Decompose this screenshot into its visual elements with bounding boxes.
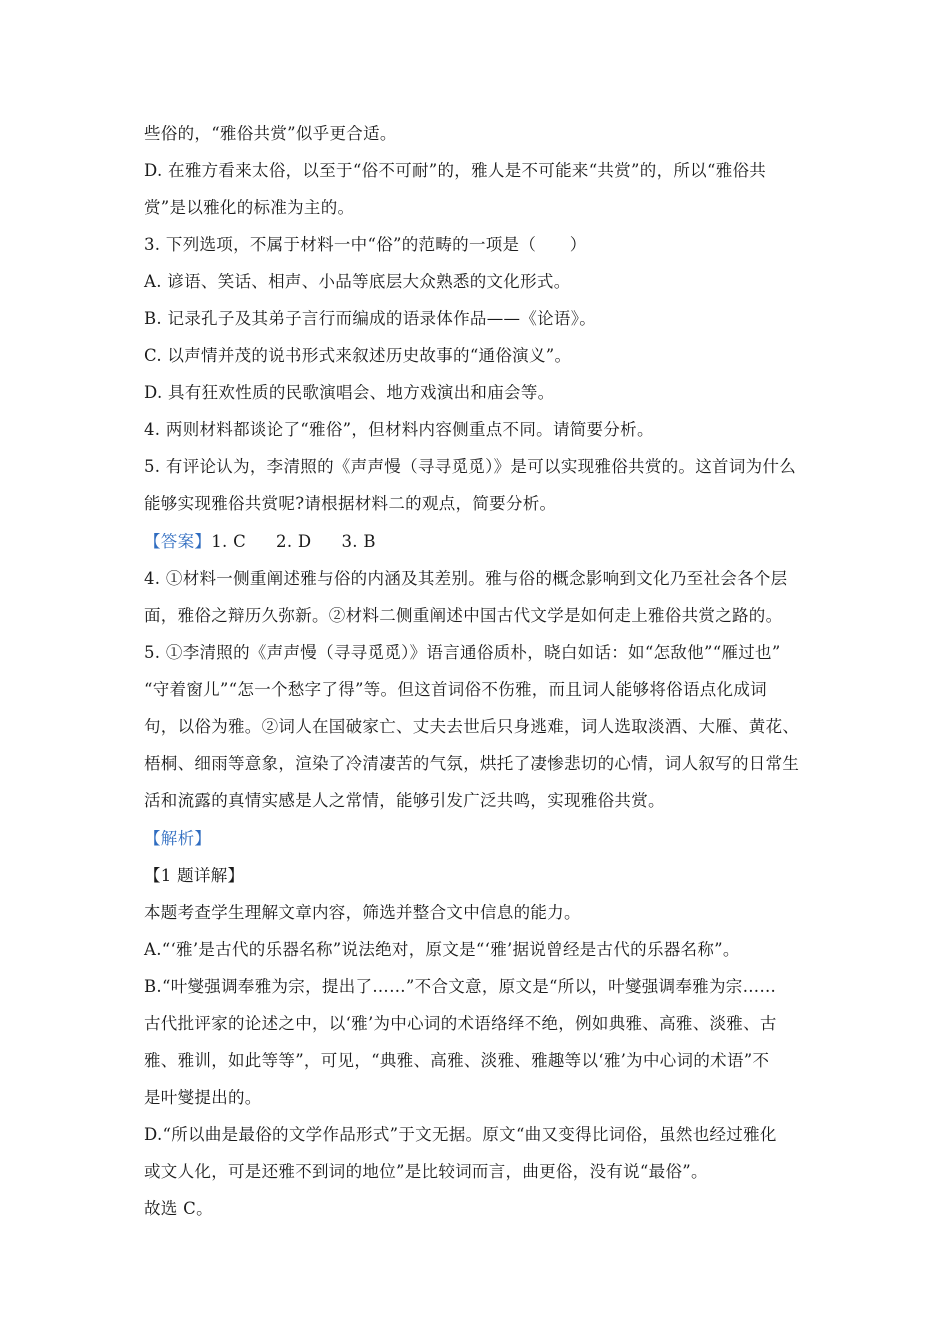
analysis-line: 或文人化，可是还雅不到词的地位”是比较词而言，曲更俗，没有说“最俗”。 (144, 1162, 708, 1181)
option-b: B. 记录孔子及其弟子言行而编成的语录体作品——《论语》。 (144, 309, 597, 328)
answer-line: 活和流露的真情实感是人之常情，能够引发广泛共鸣，实现雅俗共赏。 (144, 791, 665, 810)
analysis-line: B.“叶燮强调奉雅为宗，提出了……”不合文意，原文是“所以，叶燮强调奉雅为宗…… (144, 977, 777, 996)
option-d: D. 具有狂欢性质的民歌演唱会、地方戏演出和庙会等。 (144, 383, 555, 402)
analysis-line: A.“‘雅’是古代的乐器名称”说法绝对，原文是“‘雅’据说曾经是古代的乐器名称”。 (144, 940, 740, 959)
option-c: C. 以声情并茂的说书形式来叙述历史故事的“通俗演义”。 (144, 346, 572, 365)
option-a: A. 谚语、笑话、相声、小品等底层大众熟悉的文化形式。 (144, 272, 571, 291)
analysis-heading: 【1 题详解】 (144, 866, 245, 885)
answer-row (144, 531, 814, 553)
analysis-line: 古代批评家的论述之中，以‘雅’为中心词的术语络绎不绝，例如典雅、高雅、淡雅、古 (144, 1014, 777, 1033)
analysis-line: 本题考查学生理解文章内容，筛选并整合文中信息的能力。 (144, 903, 581, 922)
question-5: 5. 有评论认为，李清照的《声声慢（寻寻觅觅）》是可以实现雅俗共赏的。这首词为什么 (144, 457, 797, 476)
text-line: 些俗的，“雅俗共赏”似乎更合适。 (144, 124, 397, 143)
answer-2: 2. D (276, 532, 312, 551)
question-5-cont: 能够实现雅俗共赏呢?请根据材料二的观点，简要分析。 (144, 494, 557, 513)
answer-line: 5. ①李清照的《声声慢（寻寻觅觅）》语言通俗质朴，晓白如话：如“怎敌他”“雁过也” (144, 643, 781, 662)
analysis-conclusion: 故选 C。 (144, 1199, 213, 1218)
text-line: D. 在雅方看来太俗，以至于“俗不可耐”的，雅人是不可能来“共赏”的，所以“雅俗共 (144, 161, 767, 180)
analysis-line: 雅、雅训，如此等等”，可见，“典雅、高雅、淡雅、雅趣等以‘雅’为中心词的术语”不 (144, 1051, 770, 1070)
answer-3: 3. B (341, 532, 376, 551)
answer-tag: 【答案】 (144, 532, 212, 551)
answer-line: “守着窗儿”“怎一个愁字了得”等。但这首词俗不伤雅，而且词人能够将俗语点化成词 (144, 680, 767, 699)
answer-line: 面，雅俗之辩历久弥新。②材料二侧重阐述中国古代文学是如何走上雅俗共赏之路的。 (144, 606, 783, 625)
answer-line: 4. ①材料一侧重阐述雅与俗的内涵及其差别。雅与俗的概念影响到文化乃至社会各个层 (144, 569, 788, 588)
question-4: 4. 两则材料都谈论了“雅俗”，但材料内容侧重点不同。请简要分析。 (144, 420, 654, 439)
question-3: 3. 下列选项，不属于材料一中“俗”的范畴的一项是（ ） (144, 235, 587, 254)
analysis-tag: 【解析】 (144, 829, 212, 848)
answer-line: 句，以俗为雅。②词人在国破家亡、丈夫去世后只身逃难，词人选取淡酒、大雁、黄花、 (144, 717, 800, 736)
analysis-line: 是叶燮提出的。 (144, 1088, 262, 1107)
text-line: 赏”是以雅化的标准为主的。 (144, 198, 355, 217)
analysis-line: D.“所以曲是最俗的文学作品形式”于文无据。原文“曲又变得比词俗，虽然也经过雅化 (144, 1125, 777, 1144)
answer-1: 1. C (211, 532, 247, 551)
answer-line: 梧桐、细雨等意象，渲染了冷清凄苦的气氛，烘托了凄惨悲切的心情，词人叙写的日常生 (144, 754, 800, 773)
